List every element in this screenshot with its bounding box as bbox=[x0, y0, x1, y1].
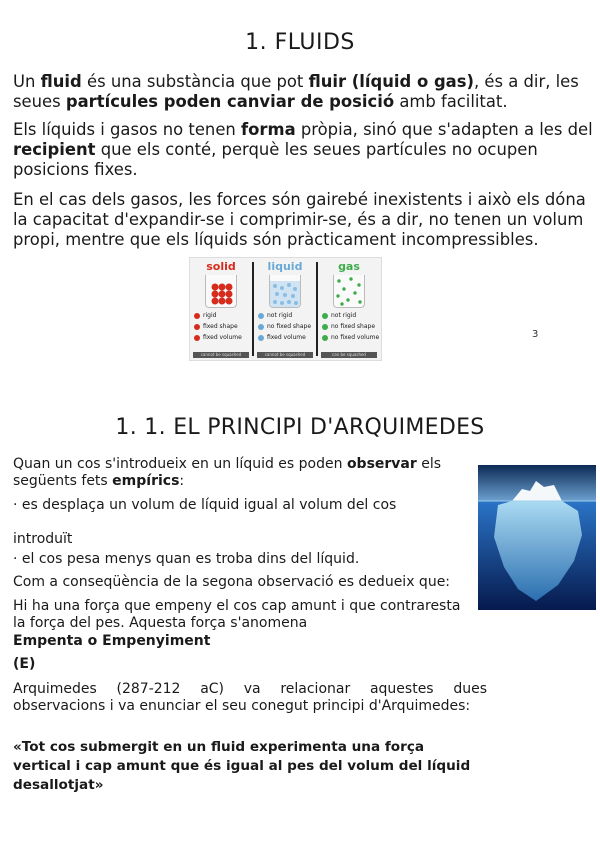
states-of-matter-figure bbox=[189, 257, 382, 361]
paragraph-fluid-definition bbox=[13, 72, 593, 112]
paragraph-shape bbox=[13, 120, 598, 180]
bold-text: empírics bbox=[112, 473, 180, 489]
state-liquid bbox=[254, 258, 316, 360]
paragraph-observations bbox=[13, 456, 473, 490]
paragraph-gases: En el cas dels gasos, les forces són gairebé inexistents i això els dóna la capacitat d'expandir-se i comprimir-se, és a dir, no tenen un volum propi, mentre que els líquids són pràcticament incompressibles. bbox=[13, 190, 586, 249]
slide-fluids bbox=[0, 0, 600, 370]
jar-icon bbox=[205, 275, 237, 308]
text: amb facilitat. bbox=[394, 92, 508, 111]
state-gas bbox=[318, 258, 380, 360]
prop: rigid bbox=[203, 312, 217, 319]
state-bar: cannot be squashed bbox=[193, 352, 249, 358]
prop: fixed volume bbox=[203, 334, 242, 341]
text: Un bbox=[13, 72, 41, 91]
bold-text: observar bbox=[346, 456, 417, 472]
text: introduït bbox=[13, 531, 73, 547]
bold-text: fluid bbox=[40, 72, 82, 91]
bold-text: recipient bbox=[13, 140, 96, 159]
slide-title: 1. FLUIDS bbox=[245, 30, 355, 55]
paragraph-force: Hi ha una força que empeny el cos cap amunt i que contraresta la força del pes. Aquesta força s'anomena bbox=[13, 598, 461, 631]
prop: not rigid bbox=[267, 312, 293, 319]
text: Els líquids i gasos no tenen bbox=[13, 120, 242, 139]
prop: fixed shape bbox=[203, 323, 238, 330]
text: : bbox=[179, 473, 185, 489]
term-symbol: (E) bbox=[13, 656, 36, 672]
bold-text: fluir (líquid o gas) bbox=[308, 72, 474, 91]
paragraph-archimedes: Arquimedes (287-212 aC) va relacionar aquestes dues observacions i va enunciar el seu conegut principi d'Arquimedes: bbox=[13, 681, 487, 714]
state-solid bbox=[190, 258, 252, 360]
bold-text: forma bbox=[241, 120, 296, 139]
text: és una substància que pot bbox=[81, 72, 309, 91]
text: els següents fets bbox=[13, 456, 442, 489]
prop: no fixed shape bbox=[331, 323, 376, 330]
text: , és a dir, les seues bbox=[13, 72, 579, 111]
page-number: 3 bbox=[532, 329, 539, 340]
state-label: gas bbox=[338, 260, 360, 273]
solid-particles-icon bbox=[206, 275, 236, 307]
iceberg-image bbox=[478, 465, 596, 610]
state-properties bbox=[194, 310, 242, 343]
liquid-particles-icon bbox=[270, 275, 300, 307]
prop: fixed volume bbox=[267, 334, 306, 341]
slide-archimedes bbox=[0, 400, 600, 848]
bold-text: partícules poden canviar de posició bbox=[65, 92, 395, 111]
slide-title: 1. 1. EL PRINCIPI D'ARQUIMEDES bbox=[115, 415, 485, 440]
prop: no fixed shape bbox=[267, 323, 312, 330]
state-properties bbox=[258, 310, 311, 343]
state-label: solid bbox=[206, 260, 236, 273]
state-label: liquid bbox=[267, 260, 303, 273]
prop: no fixed volume bbox=[331, 334, 380, 341]
jar-icon bbox=[269, 275, 301, 308]
term-buoyancy: Empenta o Empenyiment bbox=[13, 633, 211, 649]
archimedes-principle-quote: «Tot cos submergit en un fluid experimenta una força vertical i cap amunt que és igual al pes del volum del líquid desallotjat» bbox=[13, 739, 471, 793]
state-bar: can be squashed bbox=[321, 352, 377, 358]
bullet-displacement bbox=[13, 497, 473, 548]
jar-icon bbox=[333, 275, 365, 308]
text: que els conté, perquè les seues partícules no ocupen posicions fixes. bbox=[13, 140, 538, 179]
text: Quan un cos s'introdueix en un líquid es poden bbox=[13, 456, 347, 472]
text: · es desplaça un volum de líquid igual al volum del cos bbox=[13, 497, 397, 513]
paragraph-consequence: Com a conseqüència de la segona observació es dedueix que: bbox=[13, 574, 451, 590]
prop: not rigid bbox=[331, 312, 357, 319]
state-bar: cannot be squashed bbox=[257, 352, 313, 358]
gas-particles-icon bbox=[334, 275, 364, 307]
text: pròpia, sinó que s'adapten a les del bbox=[295, 120, 593, 139]
bullet-weight: · el cos pesa menys quan es troba dins del líquid. bbox=[13, 551, 360, 567]
state-properties bbox=[322, 310, 379, 343]
